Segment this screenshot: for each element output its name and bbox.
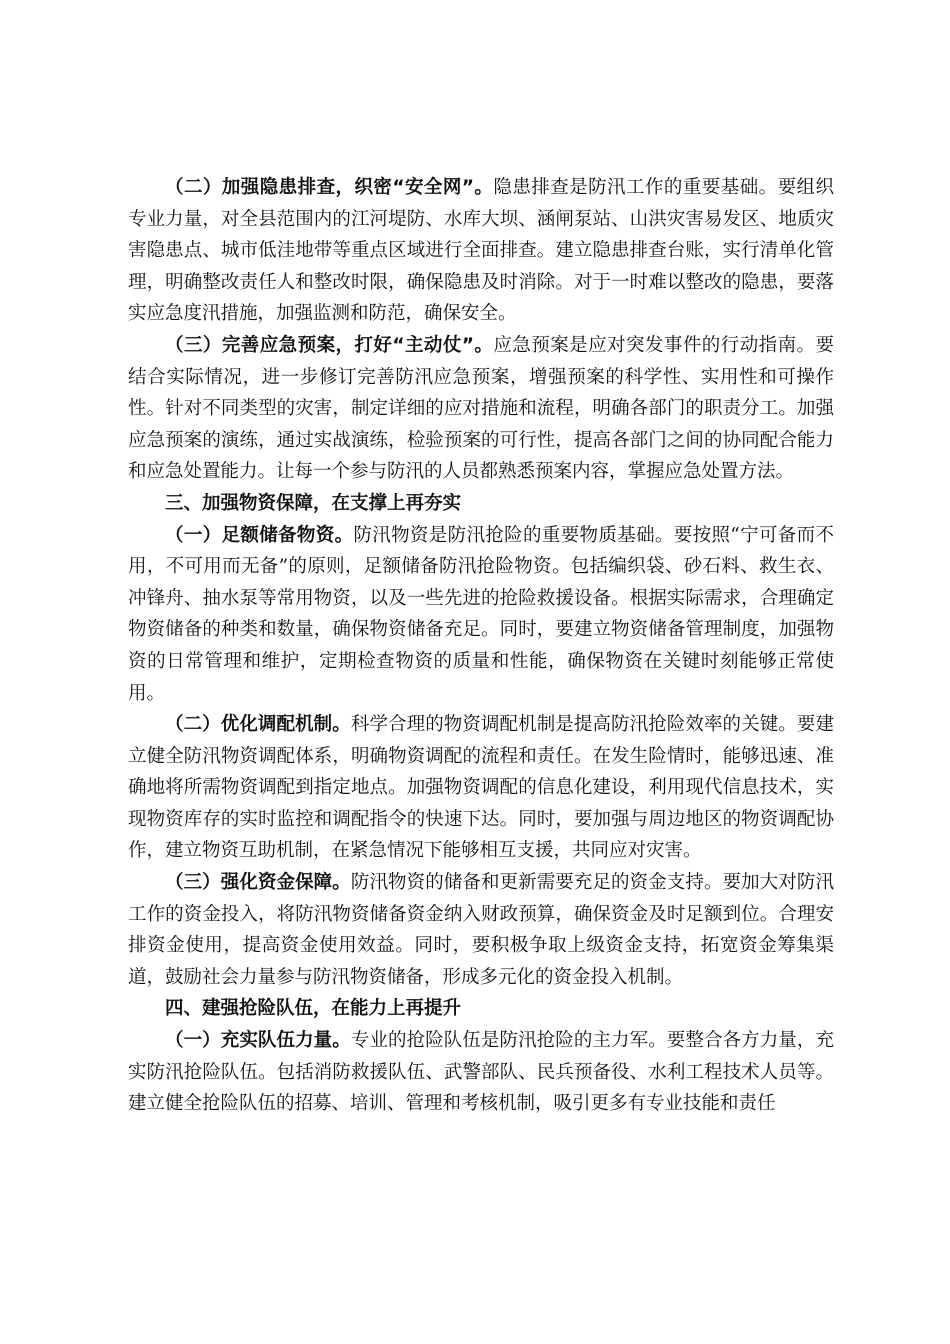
document-page (128, 172, 834, 1120)
paragraph-body: 应急预案是应对突发事件的行动指南。要结合实际情况，进一步修订完善防汛应急预案，增强预案的科学性、实用性和可操作性。针对不同类型的灾害，制定详细的应对措施和流程，明确各部门的职责分工。加强应急预案的演练，通过实战演练，检验预案的可行性，提高各部门之间的协同配合能力和应急处置能力。让每一个参与防汛的人员都熟悉预案内容，掌握应急处置方法。 (128, 334, 834, 483)
paragraph-body: 科学合理的物资调配机制是提高防汛抢险效率的关键。要建立健全防汛物资调配体系，明确物资调配的流程和责任。在发生险情时，能够迅速、准确地将所需物资调配到指定地点。加强物资调配的信息化建设，利用现代信息技术，实现物资库存的实时监控和调配指令的快速下达。同时，要加强与周边地区的物资调配协作，建立物资互助机制，在紧急情况下能够相互支援，共同应对灾害。 (128, 714, 834, 862)
paragraph-body: 专业的抢险队伍是防汛抢险的主力军。要整合各方力量，充实防汛抢险队伍。包括消防救援队伍、武警部队、民兵预备役、水利工程技术人员等。建立健全抢险队伍的招募、培训、管理和考核机制，吸引更多有专业技能和责任 (128, 1030, 834, 1115)
paragraph-body: 隐患排查是防汛工作的重要基础。要组织专业力量，对全县范围内的江河堤防、水库大坝、涵闸泵站、山洪灾害易发区、地质灾害隐患点、城市低洼地带等重点区域进行全面排查。建立隐患排查台账，实行清单化管理，明确整改责任人和整改时限，确保隐患及时消除。对于一时难以整改的隐患，要落实应急度汛措施，加强监测和防范，确保安全。 (128, 177, 834, 325)
section-heading-supplies: 三、加强物资保障，在支撑上再夯实 (165, 492, 462, 514)
paragraph-team-strength (128, 1025, 834, 1120)
section-heading-rescue-teams: 四、建强抢险队伍，在能力上再提升 (165, 998, 462, 1020)
paragraph-lead: （三）完善应急预案，打好“主动仗”。 (165, 334, 494, 356)
paragraph-funding (128, 867, 834, 993)
paragraph-lead: （一）充实队伍力量。 (165, 1030, 351, 1052)
paragraph-lead: （二）加强隐患排查，织密“安全网”。 (165, 177, 494, 198)
paragraph-lead: （二）优化调配机制。 (165, 714, 351, 736)
paragraph-body: 防汛物资的储备和更新需要充足的资金支持。要加大对防汛工作的资金投入，将防汛物资储备资金纳入财政预算，确保资金及时足额到位。合理安排资金使用，提高资金使用效益。同时，要积极争取上级资金支持，拓宽资金筹集渠道，鼓励社会力量参与防汛物资储备，形成多元化的资金投入机制。 (128, 872, 834, 988)
paragraph-lead: （三）强化资金保障。 (165, 872, 351, 894)
paragraph-body: 防汛物资是防汛抢险的重要物质基础。要按照“宁可备而不用，不可用而无备”的原则，足额储备防汛抢险物资。包括编织袋、砂石料、救生衣、冲锋舟、抽水泵等常用物资，以及一些先进的抢险救援设备。根据实际需求，合理确定物资储备的种类和数量，确保物资储备充足。同时，要建立物资储备管理制度，加强物资的日常管理和维护，定期检查物资的质量和性能，确保物资在关键时刻能够正常使用。 (128, 524, 834, 704)
paragraph-lead: （一）足额储备物资。 (165, 524, 354, 546)
paragraph-emergency-plan (128, 330, 834, 488)
paragraph-hazard-inspection (128, 172, 834, 330)
paragraph-allocation-mechanism (128, 709, 834, 867)
paragraph-stock-supplies (128, 520, 834, 710)
